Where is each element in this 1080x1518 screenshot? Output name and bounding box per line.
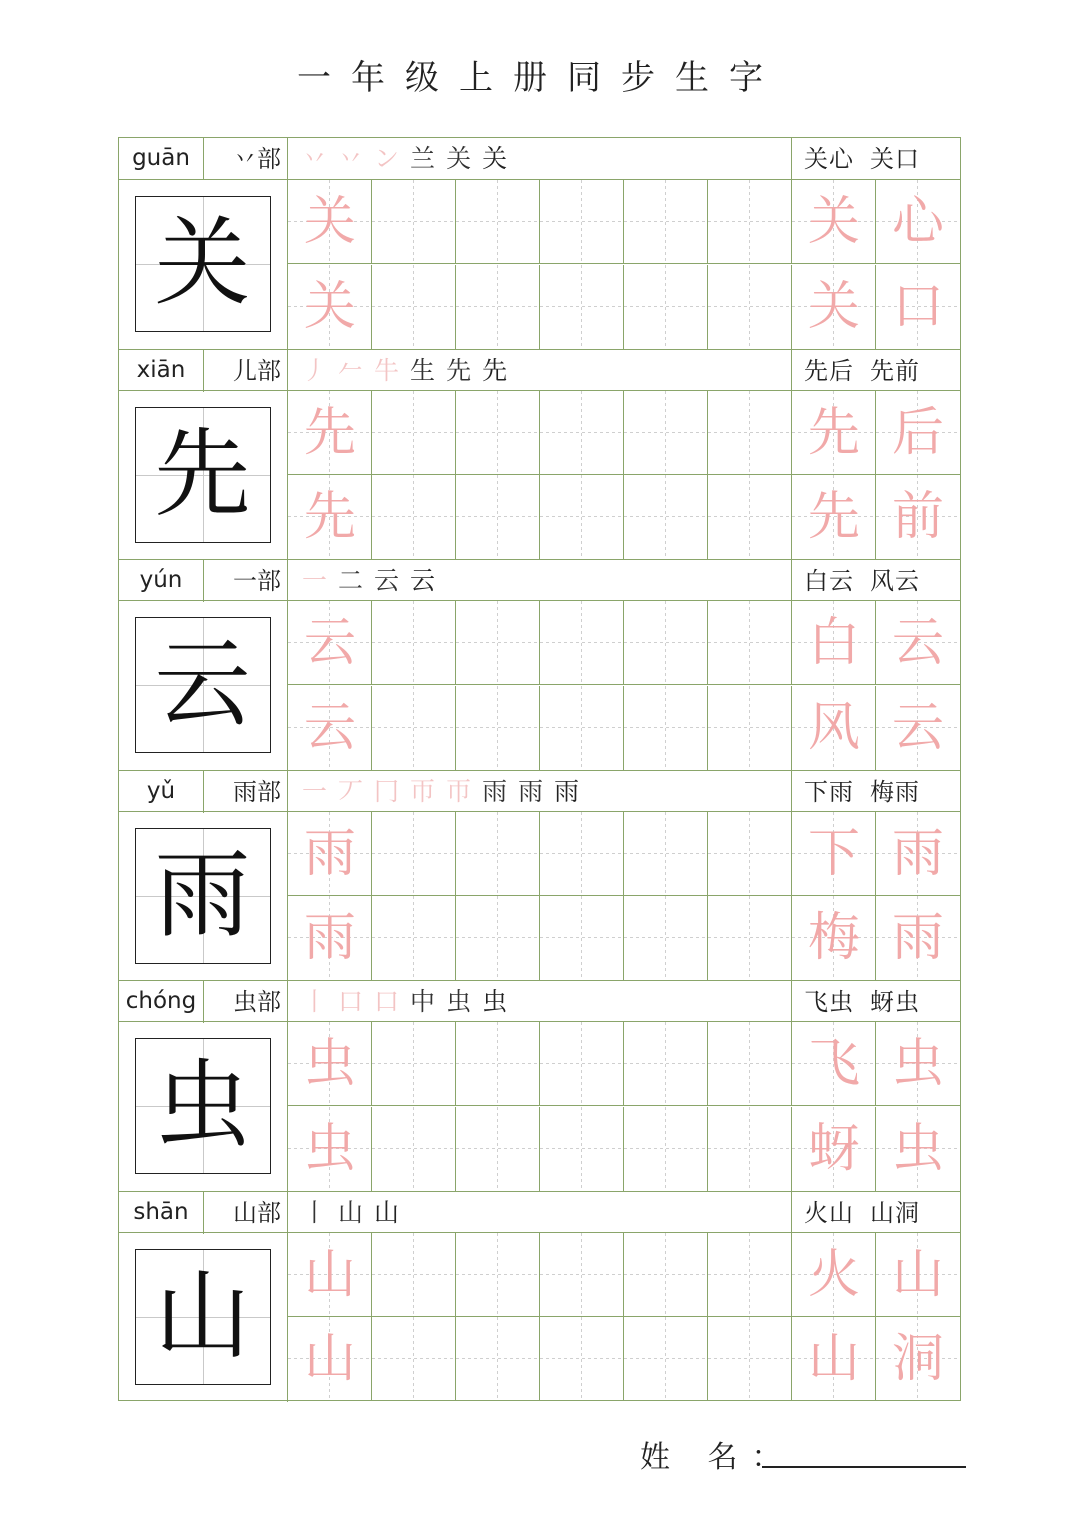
trace-word-character: 山 — [807, 1329, 860, 1389]
writing-cell[interactable] — [876, 265, 960, 349]
vocabulary-words — [792, 138, 960, 180]
writing-cell[interactable] — [876, 896, 960, 980]
model-character-cell — [119, 180, 288, 349]
trace-word-character: 心 — [891, 192, 944, 252]
writing-cell[interactable] — [540, 391, 624, 475]
trace-word-character: 下 — [807, 823, 860, 884]
trace-character: 雨 — [303, 823, 356, 884]
vocabulary-word: 风云 — [870, 567, 920, 595]
writing-cell[interactable] — [456, 1107, 540, 1191]
trace-word-character: 云 — [891, 613, 944, 673]
stroke-order — [288, 1192, 792, 1234]
stroke-order — [288, 350, 792, 392]
model-character: 雨 — [154, 838, 251, 951]
model-character-cell — [119, 601, 288, 770]
character-header-row — [119, 1191, 960, 1233]
trace-word-character: 雨 — [891, 823, 944, 884]
model-character-cell — [119, 391, 288, 560]
character-block — [119, 980, 960, 1191]
writing-cell[interactable] — [708, 1317, 792, 1401]
stroke-step: 先 — [446, 355, 472, 385]
writing-cell[interactable] — [792, 1233, 876, 1317]
vocabulary-words — [792, 771, 960, 813]
writing-cell[interactable] — [792, 686, 876, 770]
writing-cell[interactable] — [708, 601, 792, 685]
writing-cell[interactable] — [540, 1022, 624, 1106]
name-field[interactable] — [762, 1466, 966, 1468]
writing-grid — [288, 180, 960, 349]
stroke-step: 二 — [338, 566, 364, 595]
trace-character: 云 — [303, 613, 356, 673]
character-block — [119, 559, 960, 770]
character-block — [119, 770, 960, 981]
writing-cell[interactable] — [456, 1233, 540, 1317]
writing-cell[interactable] — [540, 601, 624, 685]
writing-cell[interactable] — [624, 1233, 708, 1317]
vocabulary-word: 飞虫 — [804, 988, 854, 1016]
trace-word-character: 关 — [807, 192, 860, 252]
stroke-step: 丷 — [302, 144, 328, 173]
writing-cell[interactable] — [876, 180, 960, 264]
writing-cell[interactable] — [372, 1233, 456, 1317]
writing-cell[interactable] — [540, 265, 624, 349]
writing-cell[interactable] — [456, 686, 540, 770]
stroke-order — [288, 560, 792, 602]
vocabulary-word: 下雨 — [804, 777, 854, 806]
trace-word-character: 口 — [891, 276, 944, 337]
stroke-step: 生 — [410, 355, 436, 385]
stroke-step: 帀 — [410, 776, 436, 806]
stroke-step: 雨 — [554, 776, 580, 806]
vocabulary-word: 梅雨 — [870, 777, 920, 806]
writing-cell[interactable] — [372, 1107, 456, 1191]
character-header-row — [119, 138, 960, 180]
writing-cell[interactable] — [708, 475, 792, 559]
writing-cell[interactable] — [792, 265, 876, 349]
stroke-step: 一 — [302, 776, 328, 806]
pinyin-label: chóng — [119, 981, 204, 1023]
pinyin-label: guān — [119, 138, 204, 180]
writing-cell[interactable] — [708, 391, 792, 475]
stroke-step: 山 — [374, 1197, 400, 1227]
trace-character: 云 — [303, 697, 356, 758]
writing-cell[interactable] — [372, 812, 456, 896]
writing-cell[interactable] — [624, 1022, 708, 1106]
writing-cell[interactable] — [288, 601, 372, 685]
vocabulary-words — [792, 981, 960, 1023]
stroke-step: 关 — [446, 144, 472, 173]
trace-character: 山 — [303, 1244, 356, 1305]
writing-cell[interactable] — [624, 265, 708, 349]
model-character: 山 — [154, 1259, 251, 1372]
writing-cell[interactable] — [792, 180, 876, 264]
writing-cell[interactable] — [288, 1107, 372, 1191]
pinyin-label: shān — [119, 1192, 204, 1234]
trace-character: 山 — [303, 1329, 356, 1389]
writing-cell[interactable] — [540, 1107, 624, 1191]
trace-character: 先 — [303, 487, 356, 547]
stroke-step: 丨 — [302, 1197, 328, 1227]
writing-cell[interactable] — [540, 1233, 624, 1317]
trace-word-character: 风 — [807, 697, 860, 758]
trace-character: 关 — [303, 192, 356, 252]
writing-cell[interactable] — [456, 1022, 540, 1106]
stroke-step: ン — [374, 144, 400, 173]
writing-cell[interactable] — [288, 265, 372, 349]
writing-cell[interactable] — [624, 391, 708, 475]
writing-cell[interactable] — [876, 812, 960, 896]
writing-cell[interactable] — [288, 391, 372, 475]
writing-cell[interactable] — [372, 475, 456, 559]
stroke-step: 关 — [482, 144, 508, 173]
radical-label: 虫部 — [204, 981, 288, 1023]
writing-cell[interactable] — [876, 686, 960, 770]
stroke-step: 雨 — [482, 776, 508, 806]
vocabulary-words — [792, 1192, 960, 1234]
writing-cell[interactable] — [624, 180, 708, 264]
stroke-step: 山 — [338, 1197, 364, 1227]
stroke-step: 云 — [374, 566, 400, 595]
writing-cell[interactable] — [876, 1022, 960, 1106]
writing-cell[interactable] — [372, 265, 456, 349]
trace-word-character: 云 — [891, 697, 944, 758]
radical-label: 一部 — [204, 560, 288, 602]
character-header-row — [119, 349, 960, 391]
stroke-step: 云 — [410, 566, 436, 595]
writing-cell[interactable] — [876, 1317, 960, 1401]
writing-cell[interactable] — [624, 686, 708, 770]
writing-cell[interactable] — [456, 601, 540, 685]
writing-cell[interactable] — [456, 896, 540, 980]
writing-cell[interactable] — [792, 601, 876, 685]
pinyin-label: xiān — [119, 350, 204, 392]
character-header-row — [119, 770, 960, 812]
writing-cell[interactable] — [288, 686, 372, 770]
writing-cell[interactable] — [876, 1233, 960, 1317]
writing-cell[interactable] — [624, 896, 708, 980]
model-character: 虫 — [154, 1049, 251, 1161]
writing-cell[interactable] — [540, 686, 624, 770]
writing-cell[interactable] — [540, 812, 624, 896]
stroke-step: 先 — [482, 355, 508, 385]
writing-cell[interactable] — [288, 475, 372, 559]
stroke-order — [288, 138, 792, 180]
writing-cell[interactable] — [624, 475, 708, 559]
model-character: 关 — [154, 207, 251, 319]
stroke-step: 丆 — [338, 776, 364, 806]
character-block — [119, 1191, 960, 1402]
writing-cell[interactable] — [708, 180, 792, 264]
writing-cell[interactable] — [372, 896, 456, 980]
writing-cell[interactable] — [456, 812, 540, 896]
writing-cell[interactable] — [792, 896, 876, 980]
model-character-cell — [119, 1022, 288, 1191]
writing-cell[interactable] — [624, 812, 708, 896]
trace-word-character: 飞 — [807, 1034, 860, 1094]
writing-grid — [288, 391, 960, 560]
trace-word-character: 关 — [807, 276, 860, 337]
writing-cell[interactable] — [792, 1317, 876, 1401]
trace-word-character: 虫 — [891, 1118, 944, 1179]
stroke-step: 虫 — [482, 987, 508, 1016]
writing-cell[interactable] — [456, 265, 540, 349]
writing-cell[interactable] — [372, 180, 456, 264]
trace-word-character: 洞 — [891, 1329, 944, 1389]
trace-character: 虫 — [303, 1118, 356, 1179]
model-character-box — [135, 828, 271, 964]
writing-cell[interactable] — [288, 1233, 372, 1317]
radical-label: 雨部 — [204, 771, 288, 813]
stroke-step: 兰 — [410, 144, 436, 173]
writing-cell[interactable] — [708, 265, 792, 349]
writing-cell[interactable] — [540, 1317, 624, 1401]
writing-cell[interactable] — [372, 391, 456, 475]
writing-cell[interactable] — [372, 686, 456, 770]
writing-cell[interactable] — [288, 1317, 372, 1401]
stroke-step: 冂 — [374, 776, 400, 806]
writing-cell[interactable] — [456, 475, 540, 559]
writing-cell[interactable] — [540, 475, 624, 559]
trace-character: 虫 — [303, 1034, 356, 1094]
writing-cell[interactable] — [708, 1022, 792, 1106]
vocabulary-word: 关心 — [804, 145, 854, 173]
stroke-step: 牛 — [374, 355, 400, 385]
writing-cell[interactable] — [876, 475, 960, 559]
stroke-step: 中 — [410, 987, 436, 1016]
vocabulary-word: 先前 — [870, 356, 920, 385]
model-character: 先 — [154, 417, 251, 530]
trace-word-character: 虫 — [891, 1034, 944, 1094]
stroke-step: 口 — [338, 987, 364, 1016]
writing-cell[interactable] — [372, 1317, 456, 1401]
stroke-step: 雨 — [518, 776, 544, 806]
writing-cell[interactable] — [288, 896, 372, 980]
writing-cell[interactable] — [288, 812, 372, 896]
writing-cell[interactable] — [708, 896, 792, 980]
writing-cell[interactable] — [792, 1107, 876, 1191]
trace-word-character: 梅 — [807, 908, 860, 968]
stroke-order — [288, 771, 792, 813]
name-label: 姓 名： — [640, 1440, 796, 1475]
vocabulary-word: 山洞 — [870, 1198, 920, 1227]
writing-cell[interactable] — [708, 1233, 792, 1317]
trace-word-character: 先 — [807, 487, 860, 547]
writing-cell[interactable] — [792, 391, 876, 475]
stroke-step: 丨 — [302, 987, 328, 1016]
trace-word-character: 火 — [807, 1244, 860, 1305]
trace-word-character: 先 — [807, 402, 860, 463]
model-character-box — [135, 1249, 271, 1385]
stroke-step: 一 — [302, 566, 328, 595]
character-practice-grid — [118, 137, 961, 1401]
stroke-step: 丿 — [302, 355, 328, 385]
trace-word-character: 前 — [891, 487, 944, 547]
trace-word-character: 白 — [807, 613, 860, 673]
writing-cell[interactable] — [456, 180, 540, 264]
writing-cell[interactable] — [876, 1107, 960, 1191]
writing-cell[interactable] — [876, 601, 960, 685]
model-character-box — [135, 1038, 271, 1174]
writing-cell[interactable] — [456, 391, 540, 475]
writing-cell[interactable] — [624, 1107, 708, 1191]
trace-character: 雨 — [303, 908, 356, 968]
trace-character: 关 — [303, 276, 356, 337]
writing-grid — [288, 1022, 960, 1191]
pinyin-label: yún — [119, 560, 204, 602]
vocabulary-word: 先后 — [804, 356, 854, 385]
writing-grid — [288, 601, 960, 770]
character-header-row — [119, 559, 960, 601]
worksheet-title: 一年级上册同步生字 — [297, 58, 783, 98]
character-block — [119, 138, 960, 349]
stroke-step: 丷 — [338, 144, 364, 173]
character-block — [119, 349, 960, 560]
stroke-step: 帀 — [446, 776, 472, 806]
writing-cell[interactable] — [372, 1022, 456, 1106]
model-character-box — [135, 617, 271, 753]
radical-label: 儿部 — [204, 350, 288, 392]
writing-grid — [288, 1233, 960, 1402]
vocabulary-word: 白云 — [804, 567, 854, 595]
writing-cell[interactable] — [792, 475, 876, 559]
writing-cell[interactable] — [540, 896, 624, 980]
writing-grid — [288, 812, 960, 981]
model-character-cell — [119, 812, 288, 981]
trace-character: 先 — [303, 402, 356, 463]
writing-cell[interactable] — [288, 1022, 372, 1106]
character-header-row — [119, 980, 960, 1022]
trace-word-character: 雨 — [891, 908, 944, 968]
trace-word-character: 山 — [891, 1244, 944, 1305]
writing-cell[interactable] — [708, 686, 792, 770]
writing-cell[interactable] — [792, 1022, 876, 1106]
writing-cell[interactable] — [288, 180, 372, 264]
vocabulary-word: 蚜虫 — [870, 988, 920, 1016]
trace-word-character: 后 — [891, 402, 944, 463]
model-character-box — [135, 407, 271, 543]
model-character: 云 — [154, 628, 251, 740]
stroke-step: 虫 — [446, 987, 472, 1016]
stroke-order — [288, 981, 792, 1023]
pinyin-label: yǔ — [119, 771, 204, 813]
vocabulary-words — [792, 560, 960, 602]
vocabulary-word: 火山 — [804, 1198, 854, 1227]
stroke-step: 𠂉 — [338, 355, 364, 385]
vocabulary-word: 关口 — [870, 145, 920, 173]
model-character-box — [135, 196, 271, 332]
writing-cell[interactable] — [708, 1107, 792, 1191]
writing-cell[interactable] — [624, 601, 708, 685]
writing-cell[interactable] — [540, 180, 624, 264]
radical-label: 丷部 — [204, 138, 288, 180]
writing-cell[interactable] — [372, 601, 456, 685]
writing-cell[interactable] — [456, 1317, 540, 1401]
writing-cell[interactable] — [876, 391, 960, 475]
trace-word-character: 蚜 — [807, 1118, 860, 1179]
model-character-cell — [119, 1233, 288, 1402]
writing-cell[interactable] — [624, 1317, 708, 1401]
stroke-step: 口 — [374, 987, 400, 1016]
vocabulary-words — [792, 350, 960, 392]
writing-cell[interactable] — [708, 812, 792, 896]
writing-cell[interactable] — [792, 812, 876, 896]
radical-label: 山部 — [204, 1192, 288, 1234]
